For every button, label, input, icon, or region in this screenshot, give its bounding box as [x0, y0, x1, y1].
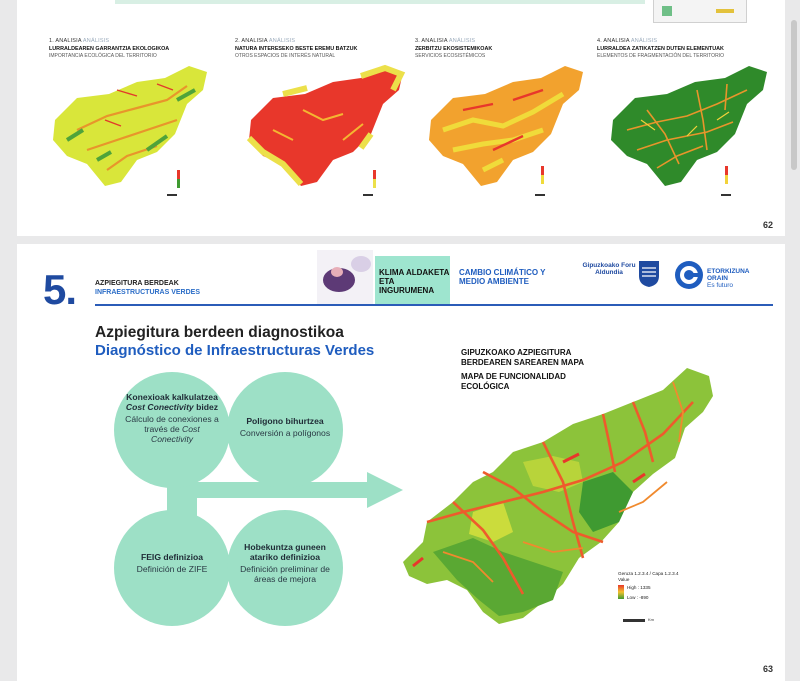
page-number-63: 63 [762, 664, 773, 674]
etorkizuna-logo-text [707, 268, 757, 289]
analysis-3 [415, 38, 585, 59]
etorkizuna-subtitle: Es futuro [707, 282, 734, 289]
step-3-title: FEIG definizioa [140, 552, 204, 562]
climate-banner [317, 250, 562, 304]
analysis-4-title: LURRALDEA ZATIKATZEN DUTEN ELEMENTUAK [597, 46, 724, 52]
step-1-circle [114, 372, 230, 488]
step-2-desc: Conversión a polígonos [239, 428, 331, 438]
analysis-4-subtitle: ELEMENTOS DE FRAGMENTACIÓN DEL TERRITORIO [597, 53, 724, 59]
analysis-1-map [47, 60, 217, 200]
header-divider [95, 304, 773, 306]
cover-image-strip [115, 0, 645, 4]
analysis-3-subtitle: SERVICIOS ECOSISTÉMICOS [415, 53, 486, 59]
banner-title-eu: KLIMA ALDAKETA ETA INGURUMENA [379, 268, 450, 295]
analysis-1-title: LURRALDEAREN GARRANTZIA EKOLOGIKOA [49, 46, 170, 52]
analysis-3-map [423, 60, 593, 200]
analysis-4 [597, 38, 767, 59]
banner-title-es: CAMBIO CLIMÁTICO Y MEDIO AMBIENTE [459, 268, 546, 286]
step-3-desc: Definición de ZIFE [136, 564, 208, 574]
banner-photo [317, 250, 373, 304]
ecological-functionality-map [383, 362, 723, 634]
map-title-eu: GIPUZKOAKO AZPIEGITURA BERDEAREN SAREAREN MAPA [461, 348, 584, 367]
gipuzkoa-shield-icon [638, 260, 660, 288]
step-1-desc: Cálculo de conexiones a través de Cost Conectivity [125, 414, 219, 444]
scrollbar-thumb[interactable] [791, 20, 797, 170]
analysis-2-number: 2. ANALISIA [235, 38, 268, 44]
page-62 [17, 0, 785, 236]
scale-bar [623, 619, 645, 622]
document-thumbnail [653, 0, 747, 23]
gipuzkoa-title: Gipuzkoako Foru Aldundia [582, 262, 636, 276]
legend-title: Geruza 1.2.3.4 / Capa 1.2.3.4 [618, 571, 679, 576]
section-title-eu: AZPIEGITURA BERDEAK [95, 280, 179, 287]
etorkizuna-title: ETORKIZUNA ORAIN [707, 268, 750, 282]
analysis-2-number-es: ANÁLISIS [268, 38, 296, 44]
analysis-2-subtitle: OTROS ESPACIOS DE INTERÉS NATURAL [235, 53, 336, 59]
step-4-circle [227, 510, 343, 626]
analysis-1-number: 1. ANALISIA [49, 38, 82, 44]
step-1-title: Konexioak kalkulatzea Cost Conectivity bidez [125, 392, 219, 412]
diagnosis-title-es: Diagnóstico de Infraestructuras Verdes [95, 342, 375, 359]
analysis-3-number: 3. ANALISIA [415, 38, 448, 44]
scrollbar[interactable] [791, 0, 797, 681]
section-title-es: INFRAESTRUCTURAS VERDES [95, 289, 201, 296]
map-legend [618, 571, 688, 600]
step-4-title: Hobekuntza guneen atariko definizioa [244, 542, 326, 562]
analysis-4-number: 4. ANALISIA [597, 38, 630, 44]
map-title-es: MAPA DE FUNCIONALIDAD ECOLÓGICA [461, 372, 566, 391]
step-2-title: Poligono bihurtzea [246, 416, 324, 426]
scale-label: Km [648, 617, 654, 622]
page-number-62: 62 [762, 220, 773, 230]
analysis-1-number-es: ANÁLISIS [82, 38, 110, 44]
page-63 [17, 244, 785, 681]
analysis-2 [235, 38, 405, 59]
step-3-circle [114, 510, 230, 626]
legend-value-label: Value [618, 577, 630, 582]
analysis-3-title: ZERBITZU EKOSISTEMIKOAK [415, 46, 493, 52]
step-2-circle [227, 372, 343, 488]
analysis-4-number-es: ANÁLISIS [630, 38, 658, 44]
analysis-1 [49, 38, 219, 59]
analysis-3-number-es: ANÁLISIS [448, 38, 476, 44]
diagnosis-title-eu: Azpiegitura berdeen diagnostikoa [95, 324, 344, 341]
gipuzkoa-logo-text [577, 262, 641, 280]
section-number: 5. [43, 266, 77, 313]
legend-low: Low : -890 [627, 595, 649, 600]
etorkizuna-logo-icon [674, 260, 704, 290]
legend-gradient [618, 585, 624, 599]
step-4-desc: Definición preliminar de áreas de mejora [240, 564, 330, 584]
analysis-2-map [243, 60, 413, 200]
analysis-4-map [607, 60, 777, 200]
analysis-2-title: NATURA INTERESEKO BESTE EREMU BATZUK [235, 46, 358, 52]
legend-high: High : 1335 [627, 585, 651, 590]
analysis-1-subtitle: IMPORTANCIA ECOLÓGICA DEL TERRITORIO [49, 53, 157, 59]
